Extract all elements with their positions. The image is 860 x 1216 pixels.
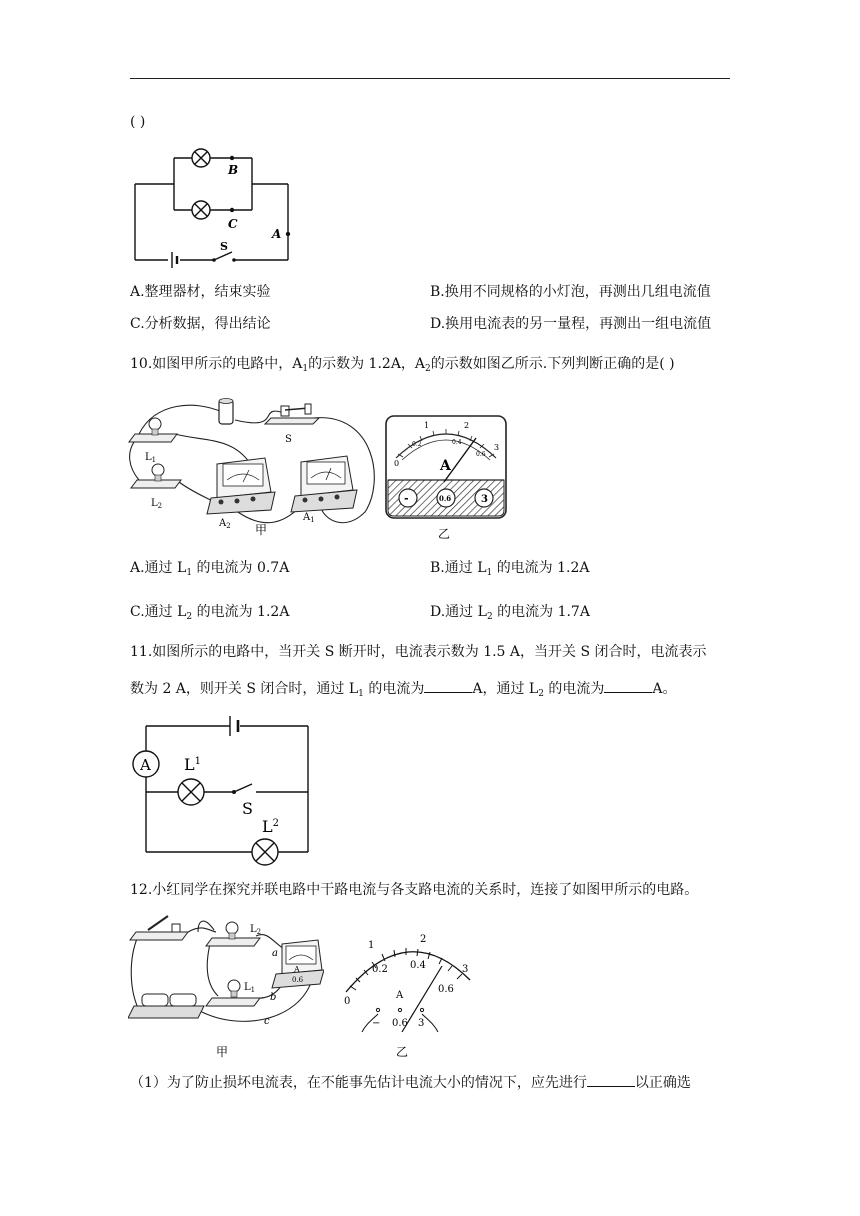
dial-unit-a: A xyxy=(396,990,404,1001)
q10-figure-yi-ammeter-dial xyxy=(384,414,510,542)
dial-tick-0: 0 xyxy=(394,459,400,468)
ammeter-a2-icon xyxy=(207,458,275,514)
lamp-l2-label: $L_2$ xyxy=(250,924,262,936)
lamp-l1-label: $L_1$ xyxy=(244,982,256,994)
answer-blank-l2[interactable] xyxy=(604,678,652,693)
q10-figure-jia xyxy=(125,392,377,542)
q12-subquestion-1: （1）为了防止损坏电流表，在不能事先估计电流大小的情况下，应先进行 以正确选 xyxy=(130,1072,691,1093)
switch-icon xyxy=(265,404,319,424)
lamp-l2-icon xyxy=(252,839,278,865)
dial-unit-a: A xyxy=(440,458,451,474)
q9-option-a: A.整理器材，结束实验 xyxy=(130,284,271,300)
dial-tick-04: 0.4 xyxy=(410,960,426,971)
dial-tick-02: 0.2 xyxy=(372,964,388,975)
lamp-icon xyxy=(192,201,210,219)
dial-tick-1: 1 xyxy=(424,421,430,430)
switch-s-label: S xyxy=(242,799,253,818)
lamp-l2-label: $L_2$ xyxy=(151,498,163,510)
meter-0-6-label: 0.6 xyxy=(292,976,304,984)
answer-blank-l1[interactable] xyxy=(424,678,472,693)
dial-tick-04: 0.4 xyxy=(452,439,462,446)
ammeter-a2-label: $A_2$ xyxy=(219,518,231,530)
q10-option-d: D.通过 $L_2$ 的电流为 1.7A xyxy=(430,604,590,622)
q9-option-c: C.分析数据，得出结论 xyxy=(130,316,271,332)
figure-jia-caption: 甲 xyxy=(255,523,268,537)
terminal-0-6: 0.6 xyxy=(392,1018,408,1029)
point-c-label: C xyxy=(228,217,238,231)
q10-option-b: B.通过 $L_1$ 的电流为 1.2A xyxy=(430,560,590,578)
dial-tick-0: 0 xyxy=(344,996,351,1007)
switch-s-label: S xyxy=(285,434,292,445)
dial-tick-06: 0.6 xyxy=(476,451,486,458)
dial-tick-02: 0.2 xyxy=(412,441,422,448)
wire-a-label: a xyxy=(272,948,278,959)
ammeter-a1-icon xyxy=(291,456,357,512)
q12-stem: 12.小红同学在探究并联电路中干路电流与各支路电流的关系时，连接了如图甲所示的电路。 xyxy=(130,882,699,898)
q11-stem-line1: 11.如图所示的电路中，当开关 S 断开时，电流表示数为 1.5 A，当开关 S 闭合时，电流表示 xyxy=(130,644,707,660)
terminal-0-6: 0.6 xyxy=(439,494,452,503)
header-rule xyxy=(130,78,730,79)
q11-stem-line2: 数为 2 A，则开关 S 闭合时，通过 $L_1$ 的电流为 A，通过 $L_2$ 的电流为 A。 xyxy=(130,678,677,699)
lamp-l2-icon xyxy=(131,464,181,488)
terminal-3: 3 xyxy=(418,1018,425,1029)
q11-circuit-diagram xyxy=(126,714,312,868)
figure-yi-caption: 乙 xyxy=(396,1045,409,1059)
terminal-3: 3 xyxy=(481,494,488,505)
q12-figure-yi-dial xyxy=(338,928,476,1060)
dial-tick-3: 3 xyxy=(494,443,500,452)
terminal-minus: - xyxy=(404,492,409,505)
terminal-minus: − xyxy=(372,1018,381,1029)
q9-circuit-diagram xyxy=(128,142,298,272)
q9-option-b: B.换用不同规格的小灯泡，再测出几组电流值 xyxy=(430,284,711,300)
lamp-l1-label: $L_1$ xyxy=(145,452,157,464)
lamp-l1-label: $L^1$ xyxy=(184,755,201,774)
answer-blank-sub1[interactable] xyxy=(587,1072,635,1087)
dial-tick-1: 1 xyxy=(368,940,375,951)
q10-option-a: A.通过 $L_1$ 的电流为 0.7A xyxy=(130,560,290,578)
point-a-label: A xyxy=(272,227,282,241)
dial-tick-06: 0.6 xyxy=(438,984,454,995)
switch-icon xyxy=(130,916,188,940)
dial-tick-2: 2 xyxy=(420,934,427,945)
q12-figure-jia xyxy=(128,910,324,1060)
lamp-l1-icon xyxy=(129,418,177,442)
q9-answer-paren: ( ) xyxy=(130,114,146,130)
ammeter-a1-label: $A_1$ xyxy=(303,512,315,524)
lamp-l2-label: $L^2$ xyxy=(262,817,279,836)
meter-unit-label: A xyxy=(294,965,300,974)
q10-stem: 10.如图甲所示的电路中，$A_1$的示数为 1.2A，$A_2$的示数如图乙所示.下列判断正确的是( ) xyxy=(130,356,675,374)
dial-tick-3: 3 xyxy=(462,964,469,975)
q9-option-d: D.换用电流表的另一量程，再测出一组电流值 xyxy=(430,316,712,332)
q10-option-c: C.通过 $L_2$ 的电流为 1.2A xyxy=(130,604,290,622)
battery-icon xyxy=(128,994,204,1018)
figure-jia-caption: 甲 xyxy=(216,1045,229,1059)
dial-tick-2: 2 xyxy=(464,421,470,430)
wire-b-label: b xyxy=(270,992,277,1003)
lamp-l1-icon xyxy=(178,779,204,805)
switch-label: S xyxy=(220,240,228,253)
lamp-icon xyxy=(192,149,210,167)
ammeter-a-label: A xyxy=(140,756,151,774)
wire-c-label: c xyxy=(264,1016,270,1027)
point-b-label: B xyxy=(228,163,239,177)
figure-yi-caption: 乙 xyxy=(438,527,451,541)
